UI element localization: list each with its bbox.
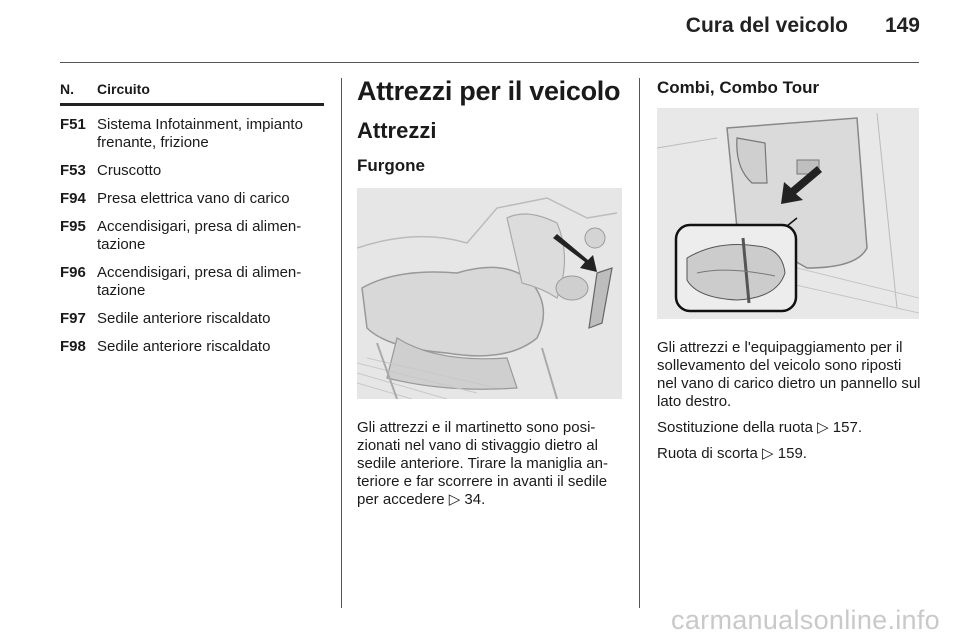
fuse-circuit: Accendisigari, presa di alimen-tazione	[97, 218, 302, 253]
chapter-title: Cura del veicolo	[685, 14, 848, 37]
spare-wheel-reference[interactable]: Ruota di scorta ▷ 159.	[657, 445, 807, 462]
section-subtitle: Attrezzi	[357, 118, 437, 143]
fuse-number: F94	[60, 190, 86, 207]
fuse-number: F98	[60, 338, 86, 355]
fuse-circuit: Sistema Infotainment, impianto frenante, frizione	[97, 116, 303, 151]
table-row	[60, 338, 324, 356]
column-divider	[639, 78, 640, 608]
table-row	[60, 190, 324, 208]
fuse-number: F96	[60, 264, 86, 281]
column-header-number: N.	[60, 81, 74, 97]
fuse-number: F51	[60, 116, 86, 133]
wheel-change-reference[interactable]: Sostituzione della ruota ▷ 157.	[657, 419, 862, 436]
table-header	[60, 81, 324, 106]
tools-section	[357, 76, 625, 509]
header-rule	[60, 62, 919, 63]
seat-storage-illustration	[357, 188, 622, 399]
page-number: 149	[884, 14, 920, 37]
combi-heading: Combi, Combo Tour	[657, 78, 820, 97]
column-divider	[341, 78, 342, 608]
combi-section	[657, 78, 921, 463]
table-row	[60, 218, 324, 254]
furgone-description: Gli attrezzi e il martinetto sono posi-zionati nel vano di stivaggio dietro al sedile anteriore. Tirare la maniglia an-teriore e far scorrere in avanti il sedile per accedere ▷ 34.	[357, 419, 608, 508]
fuse-number: F53	[60, 162, 86, 179]
fuse-circuit: Presa elettrica vano di carico	[97, 190, 290, 207]
cargo-panel-illustration	[657, 108, 919, 319]
fuse-circuit: Sedile anteriore riscaldato	[97, 338, 271, 355]
furgone-heading: Furgone	[357, 156, 425, 175]
table-row	[60, 264, 324, 300]
section-title: Attrezzi per il veicolo	[357, 76, 621, 106]
table-row	[60, 162, 324, 180]
table-row	[60, 116, 324, 152]
column-header-circuit: Circuito	[97, 81, 150, 97]
watermark-text: carmanualsonline.info	[671, 605, 940, 635]
combi-description: Gli attrezzi e l'equipaggiamento per il sollevamento del veicolo sono riposti nel vano di carico dietro un pannello sul lato destro.	[657, 339, 921, 410]
fuse-circuit: Sedile anteriore riscaldato	[97, 310, 271, 327]
fuse-number: F95	[60, 218, 86, 235]
table-row	[60, 310, 324, 328]
fuse-table	[60, 81, 324, 356]
fuse-circuit: Cruscotto	[97, 162, 162, 179]
fuse-number: F97	[60, 310, 86, 327]
fuse-circuit: Accendisigari, presa di alimen-tazione	[97, 264, 302, 299]
